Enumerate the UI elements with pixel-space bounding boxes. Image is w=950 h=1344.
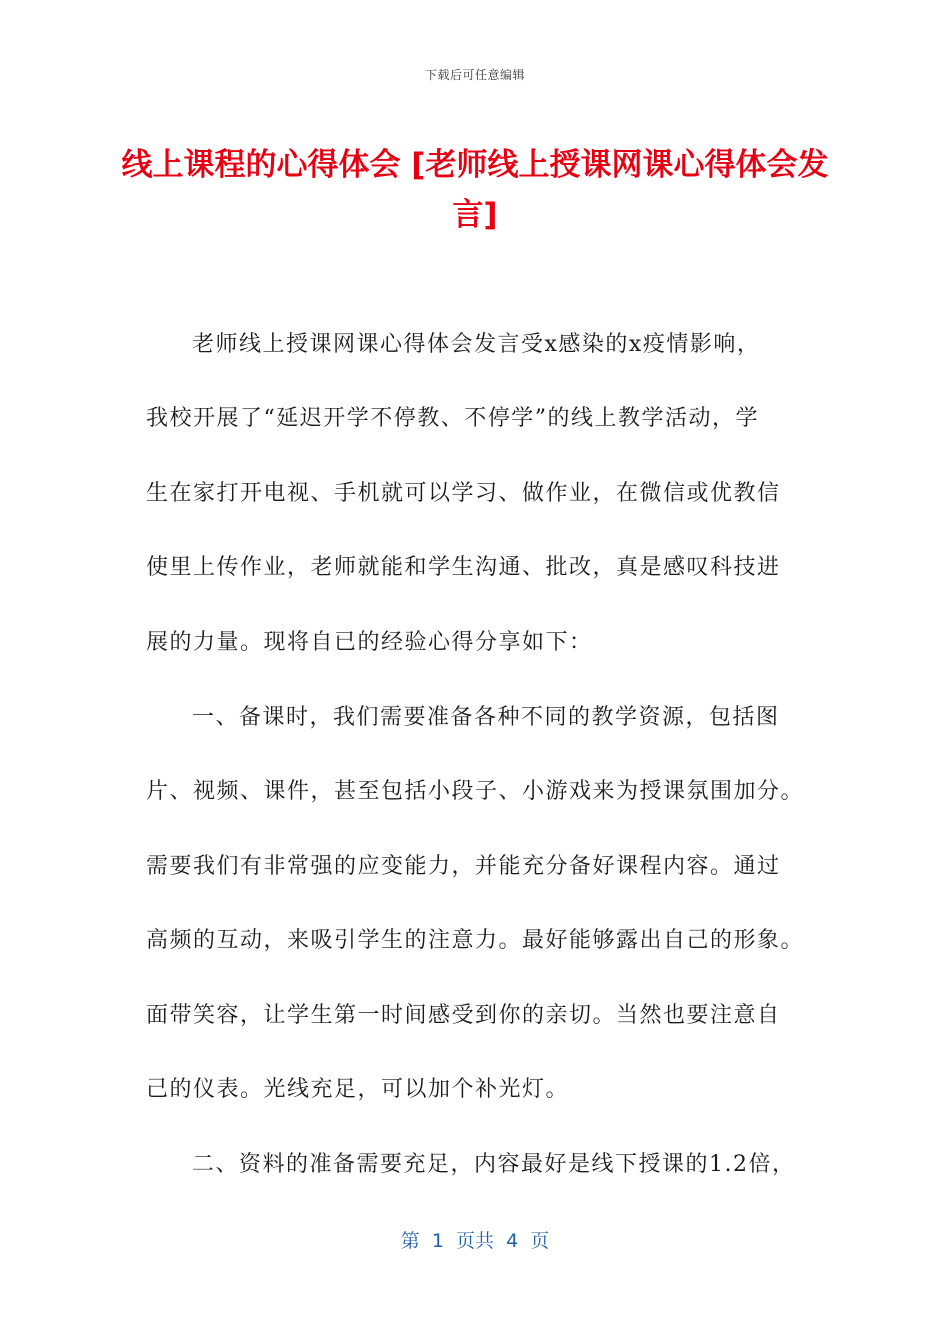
body-line: 展的力量。现将自已的经验心得分享如下： [146, 630, 593, 655]
body-line: 老师线上授课网课心得体会发言受x感染的x疫情影响， [192, 332, 761, 357]
body-line: 己的仪表。光线充足，可以加个补光灯。 [146, 1077, 570, 1102]
body-line: 面带笑容，让学生第一时间感受到你的亲切。当然也要注意自 [146, 1003, 781, 1028]
header-note: 下载后可任意编辑 [424, 68, 525, 82]
body-line: 生在家打开电视、手机就可以学习、做作业，在微信或优教信 [146, 481, 781, 506]
body-line: 二、资料的准备需要充足，内容最好是线下授课的1.2倍， [192, 1152, 796, 1177]
body-line: 使里上传作业，老师就能和学生沟通、批改，真是感叹科技进 [146, 555, 781, 580]
body-line: 需要我们有非常强的应变能力，并能充分备好课程内容。通过 [146, 854, 781, 879]
body-line: 片、视频、课件，甚至包括小段子、小游戏来为授课氛围加分。 [146, 779, 805, 804]
body-line: 一、备课时，我们需要准备各种不同的教学资源，包括图 [192, 705, 780, 730]
document-title: 线上课程的心得体会 [老师线上授课网课心得体会发言] [121, 147, 829, 233]
body-line: 我校开展了“延迟开学不停教、不停学”的线上教学活动，学 [146, 406, 759, 431]
page-number-footer: 第 1 页共 4 页 [400, 1230, 550, 1252]
body-line: 高频的互动，来吸引学生的注意力。最好能够露出自己的形象。 [146, 928, 805, 953]
